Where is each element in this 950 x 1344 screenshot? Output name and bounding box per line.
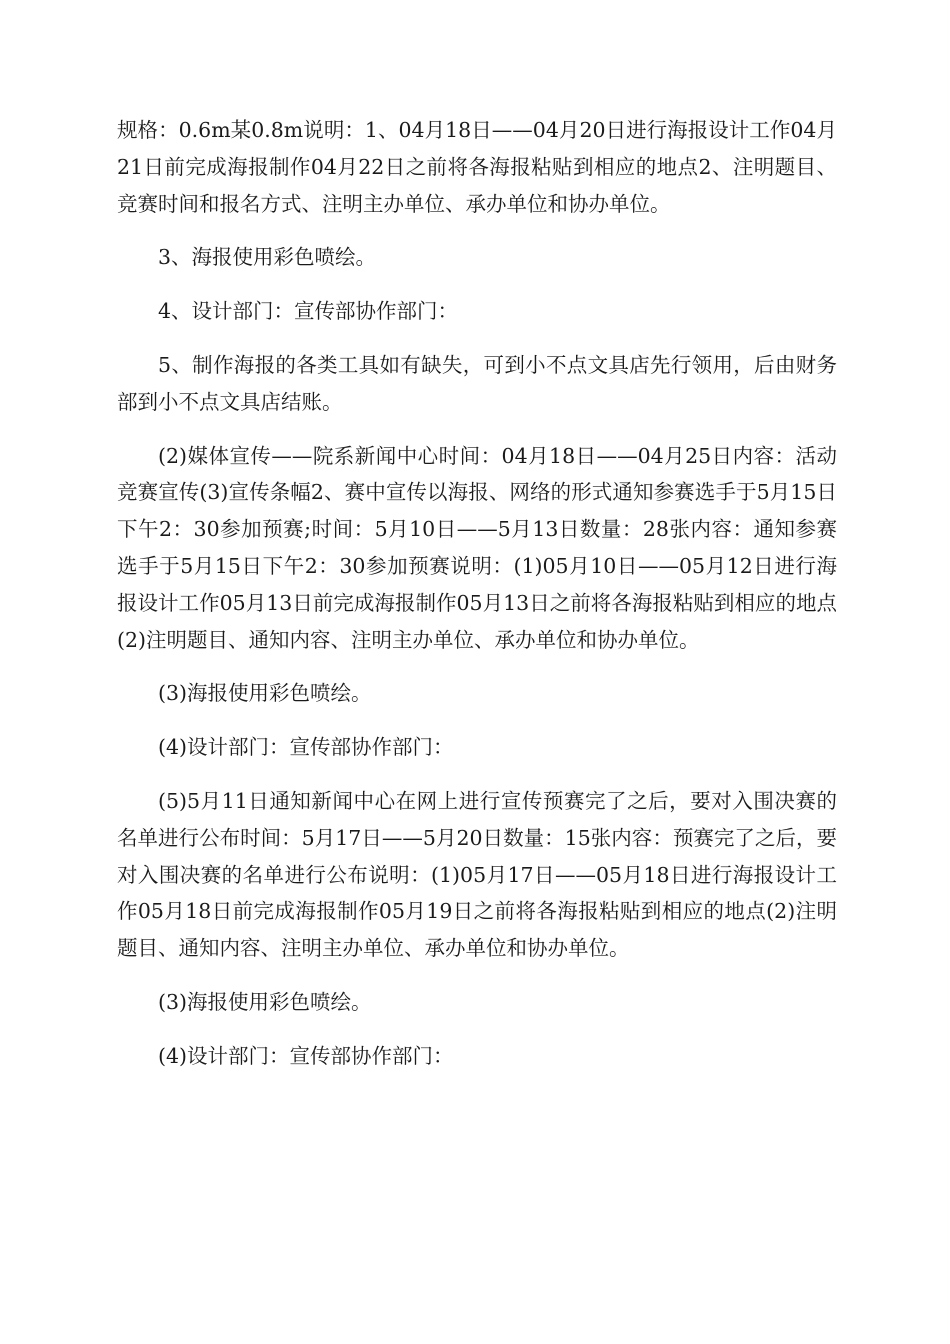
document-body xyxy=(117,112,837,1092)
paragraph-poster-printing-2: (3)海报使用彩色喷绘。 xyxy=(158,681,372,706)
paragraph-media-promotion: (2)媒体宣传——院系新闻中心时间：04月18日——04月25日内容：活动竞赛宣传(3)宣传条幅2、赛中宣传以海报、网络的形式通知参赛选手于5月15日下午2：30参加预赛;时间：5月10日——5月13日数量：28张内容：通知参赛选手于5月15日下午2：30参加预赛说明：(1)05月10日——05月12日进行海报设计工作05月13日前完成海报制作05月13日之前将各海报粘贴到相应的地点(2)注明题目、通知内容、注明主办单位、承办单位和协办单位。 xyxy=(117,443,837,652)
paragraph-poster-printing-3: (3)海报使用彩色喷绘。 xyxy=(158,989,372,1014)
paragraph-design-dept-2: (4)设计部门：宣传部协作部门： xyxy=(158,735,454,760)
paragraph-spec: 规格：0.6m某0.8m说明：1、04月18日——04月20日进行海报设计工作04月21日前完成海报制作04月22日之前将各海报粘贴到相应的地点2、注明题目、竞赛时间和报名方式、注明主办单位、承办单位和协办单位。 xyxy=(117,118,837,216)
paragraph-design-dept-3: (4)设计部门：宣传部协作部门： xyxy=(158,1043,454,1068)
paragraph-final-announcement: (5)5月11日通知新闻中心在网上进行宣传预赛完了之后，要对入围决赛的名单进行公布时间：5月17日——5月20日数量：15张内容：预赛完了之后，要对入围决赛的名单进行公布说明：(1)05月17日——05月18日进行海报设计工作05月18日前完成海报制作05月19日之前将各海报粘贴到相应的地点(2)注明题目、通知内容、注明主办单位、承办单位和协办单位。 xyxy=(117,788,837,961)
paragraph-design-dept: 4、设计部门：宣传部协作部门： xyxy=(158,299,459,324)
paragraph-poster-printing: 3、海报使用彩色喷绘。 xyxy=(158,245,377,270)
paragraph-tools: 5、制作海报的各类工具如有缺失，可到小不点文具店先行领用，后由财务部到小不点文具店结账。 xyxy=(117,352,837,414)
